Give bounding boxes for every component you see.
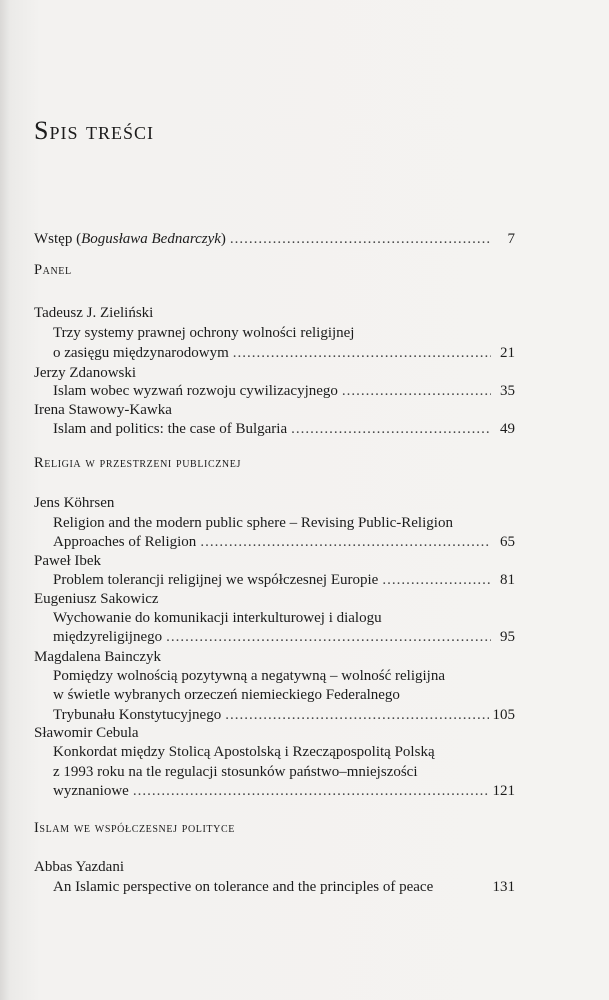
entry-title-line: Trybunału Konstytucyjnego	[53, 707, 222, 723]
entry-title-line: Konkordat między Stolicą Apostolską i Rzecząpospolitą Polską	[53, 744, 435, 760]
section-heading: Islam we współczesnej polityce	[34, 820, 235, 836]
entry-title-line: Problem tolerancji religijnej we współczesnej Europie	[53, 572, 379, 588]
toc-entry-intro[interactable]	[34, 229, 515, 249]
entry-title-line: An Islamic perspective on tolerance and the principles of peace	[53, 879, 434, 895]
dot-leader	[133, 781, 489, 801]
entry-title-line: Pomiędzy wolnością pozytywną a negatywną – wolność religijna	[53, 668, 445, 684]
page-number: 131	[492, 879, 515, 895]
page-number: 81	[500, 572, 515, 588]
author-name: Irena Stawowy-Kawka	[34, 402, 172, 418]
dot-leader	[166, 627, 491, 647]
author-name: Tadeusz J. Zieliński	[34, 305, 154, 321]
entry-title-line: wyznaniowe	[53, 783, 129, 799]
entry-title-line: Trzy systemy prawnej ochrony wolności religijnej	[53, 325, 355, 341]
toc-entry[interactable]	[53, 570, 515, 590]
entry-title-line: Religion and the modern public sphere – Revising Public-Religion	[53, 515, 453, 531]
dot-leader	[225, 705, 488, 725]
entry-title-line: międzyreligijnego	[53, 629, 163, 645]
page-number: 7	[507, 231, 515, 247]
page-number: 65	[500, 534, 515, 550]
entry-title-line: o zasięgu międzynarodowym	[53, 345, 229, 361]
entry-title-line: w świetle wybranych orzeczeń niemieckiego Federalnego	[53, 687, 400, 703]
entry-title-line: Islam wobec wyzwań rozwoju cywilizacyjnego	[53, 383, 338, 399]
page-number: 95	[500, 629, 515, 645]
page-number: 21	[500, 345, 515, 361]
toc-entry[interactable]	[53, 532, 515, 552]
author-name: Paweł Ibek	[34, 553, 102, 569]
section-heading: Religia w przestrzeni publicznej	[34, 455, 241, 471]
page-number: 121	[492, 783, 515, 799]
section-heading: Panel	[34, 262, 72, 278]
author-name: Sławomir Cebula	[34, 725, 139, 741]
author-name: Jerzy Zdanowski	[34, 365, 137, 381]
dot-leader	[291, 419, 491, 439]
dot-leader	[200, 532, 491, 552]
dot-leader	[382, 570, 491, 590]
toc-entry[interactable]	[53, 343, 515, 363]
toc-entry[interactable]	[53, 419, 515, 439]
toc-entry[interactable]	[53, 877, 515, 897]
author-name: Eugeniusz Sakowicz	[34, 591, 159, 607]
page-number: 49	[500, 421, 515, 437]
entry-title-line: Approaches of Religion	[53, 534, 197, 550]
entry-title-line: Wychowanie do komunikacji interkulturowej i dialogu	[53, 610, 382, 626]
author-name: Magdalena Bainczyk	[34, 649, 162, 665]
toc-entry[interactable]	[53, 381, 515, 401]
page-title: Spis treści	[34, 116, 154, 145]
toc-entry[interactable]	[53, 781, 515, 801]
dot-leader	[342, 381, 491, 401]
toc-entry[interactable]	[53, 705, 515, 725]
toc-entry[interactable]	[53, 627, 515, 647]
entry-title-line: z 1993 roku na tle regulacji stosunków państwo–mniejszości	[53, 764, 418, 780]
page-number: 35	[500, 383, 515, 399]
author-name: Abbas Yazdani	[34, 859, 124, 875]
entry-title-line: Islam and politics: the case of Bulgaria	[53, 421, 288, 437]
dot-leader	[230, 229, 491, 249]
page-number: 105	[492, 707, 515, 723]
author-name: Jens Köhrsen	[34, 495, 115, 511]
entry-title: Wstęp (Bogusława Bednarczyk)	[34, 231, 226, 247]
dot-leader	[233, 343, 491, 363]
